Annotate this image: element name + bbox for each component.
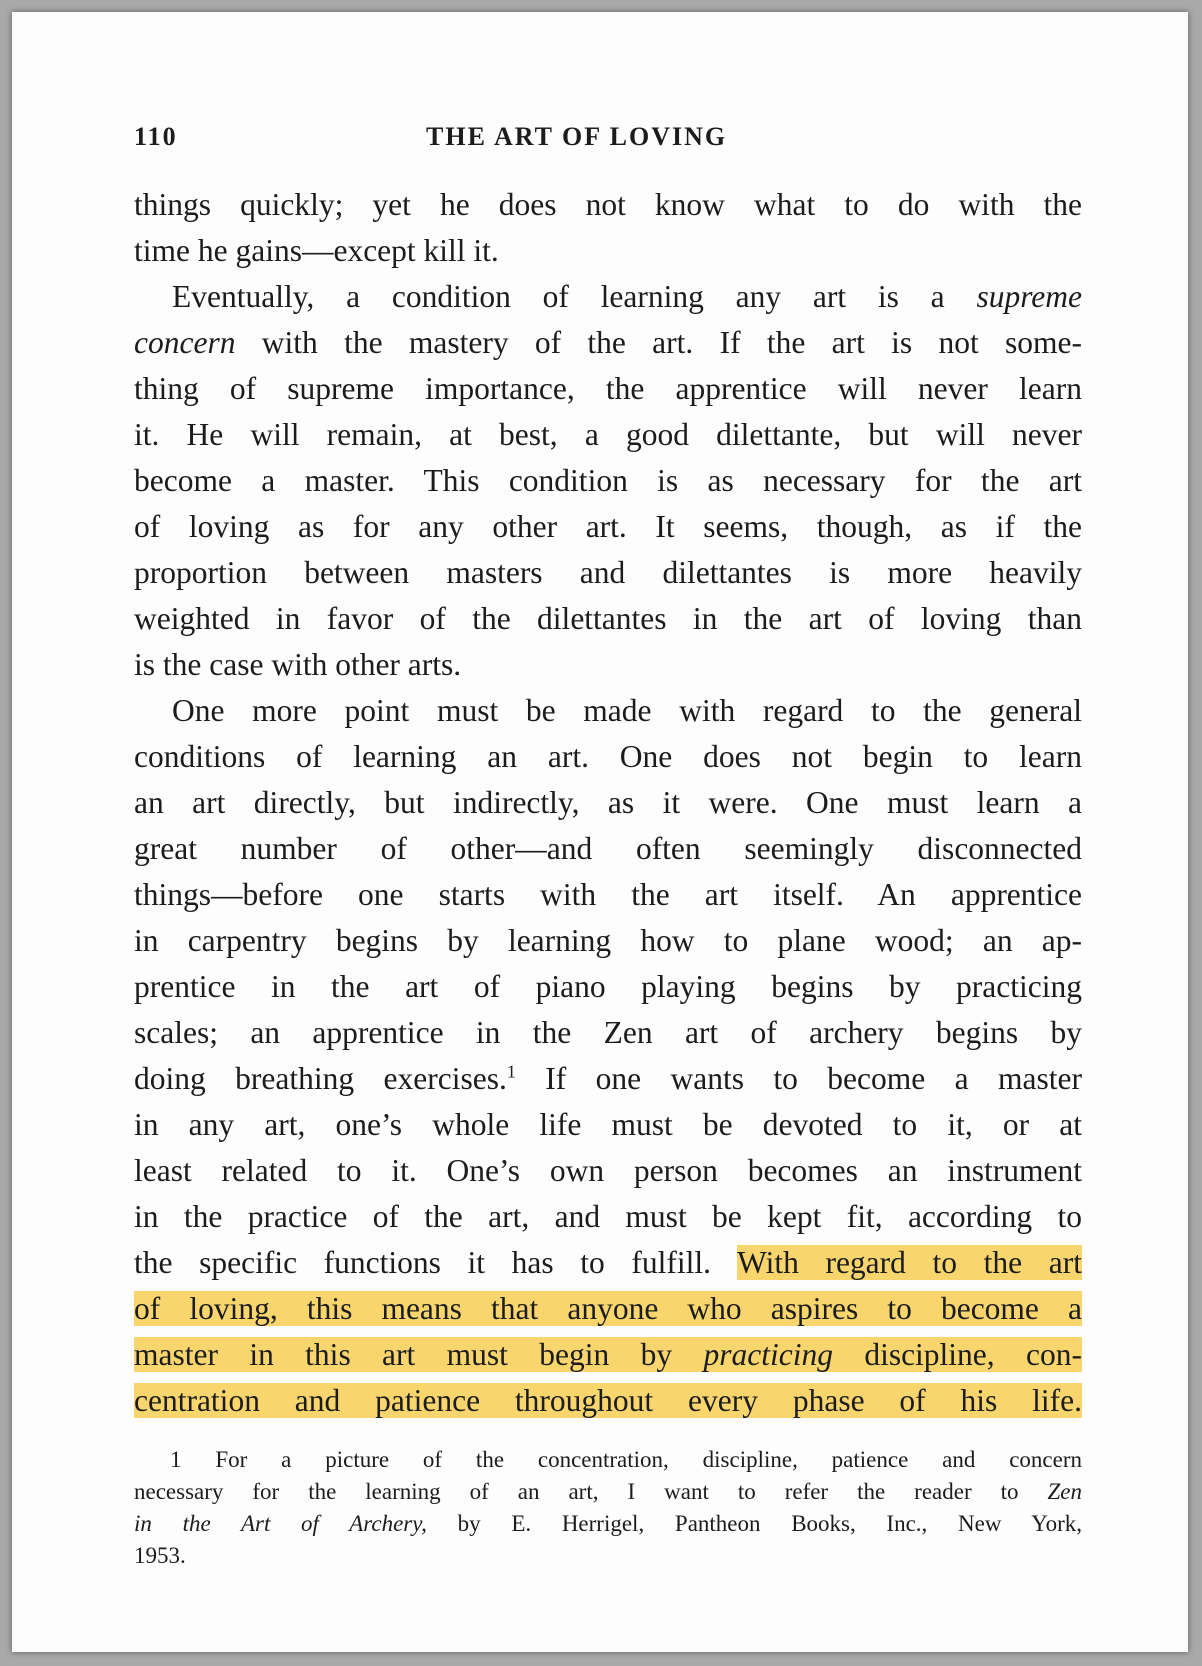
highlighted-text[interactable]: [134, 1337, 1082, 1372]
body-text: [134, 182, 1082, 1424]
text-line: scales; an apprentice in the Zen art of archery begins by: [134, 1015, 1082, 1050]
italic-text: in the Art of Archery,: [134, 1511, 427, 1536]
text-line: it. He will remain, at best, a good dilettante, but will never: [134, 417, 1082, 452]
text-line: One more point must be made with regard to the general: [172, 693, 1082, 728]
text-span: For a picture of the concentration, discipline, patience and concern: [181, 1447, 1082, 1472]
highlighted-text[interactable]: With regard to the art: [737, 1245, 1082, 1280]
text-span: Eventually, a condition of learning any art is a: [172, 279, 945, 314]
page-header: [134, 122, 1082, 162]
text-line: in carpentry begins by learning how to plane wood; an ap-: [134, 923, 1082, 958]
text-line: [134, 1240, 1082, 1286]
text-line: of loving as for any other art. It seems, though, as if the: [134, 509, 1082, 544]
italic-text: Zen: [1047, 1479, 1082, 1504]
text-line: [134, 1056, 1082, 1102]
text-line: is the case with other arts.: [134, 647, 462, 682]
text-line: weighted in favor of the dilettantes in the art of loving than: [134, 601, 1082, 636]
book-page: [12, 12, 1188, 1652]
footnote-line: 1953.: [134, 1543, 186, 1568]
text-line: [134, 320, 1082, 366]
footnote-line: [134, 1508, 1082, 1540]
highlighted-text[interactable]: centration and patience throughout every phase of his life.: [134, 1383, 1082, 1418]
text-line: an art directly, but indirectly, as it were. One must learn a: [134, 785, 1082, 820]
italic-text: concern: [134, 325, 236, 360]
text-line: conditions of learning an art. One does not begin to learn: [134, 739, 1082, 774]
text-line: thing of supreme importance, the apprentice will never learn: [134, 371, 1082, 406]
footnote-marker: 1: [170, 1447, 182, 1472]
footnote: [134, 1444, 1082, 1572]
text-line: least related to it. One’s own person becomes an instrument: [134, 1153, 1082, 1188]
text-span: with the mastery of the art. If the art is not some-: [261, 325, 1083, 360]
text-line: proportion between masters and dilettantes is more heavily: [134, 555, 1082, 590]
text-span: the specific functions it has to fulfill.: [134, 1245, 738, 1280]
text-span: master in this art must begin by: [134, 1337, 704, 1372]
text-span: discipline, con-: [832, 1337, 1082, 1372]
text-line: [134, 1286, 1082, 1332]
text-line: prentice in the art of piano playing begins by practicing: [134, 969, 1082, 1004]
text-line: [134, 1332, 1082, 1378]
italic-text: practicing: [703, 1337, 833, 1372]
footnote-line: [134, 1444, 1082, 1476]
italic-text: supreme: [976, 279, 1082, 314]
text-line: great number of other—and often seemingly disconnected: [134, 831, 1082, 866]
text-line: [134, 1378, 1082, 1424]
text-line: things—before one starts with the art itself. An apprentice: [134, 877, 1082, 912]
text-line: time he gains—except kill it.: [134, 233, 499, 268]
page-number: 110: [134, 122, 178, 151]
text-span: by E. Herrigel, Pantheon Books, Inc., New York,: [426, 1511, 1082, 1536]
text-span: necessary for the learning of an art, I want to refer the reader to: [134, 1479, 1048, 1504]
footnote-line: [134, 1476, 1082, 1508]
text-line: in the practice of the art, and must be kept fit, according to: [134, 1199, 1082, 1234]
text-line: in any art, one’s whole life must be devoted to it, or at: [134, 1107, 1082, 1142]
text-line: [134, 274, 1082, 320]
highlighted-text[interactable]: of loving, this means that anyone who aspires to become a: [134, 1291, 1082, 1326]
text-span: doing breathing exercises.: [134, 1061, 507, 1096]
running-head: THE ART OF LOVING: [426, 122, 728, 151]
text-span: If one wants to become a master: [515, 1061, 1083, 1096]
footnote-reference[interactable]: 1: [506, 1061, 516, 1082]
text-line: things quickly; yet he does not know what to do with the: [134, 187, 1082, 222]
text-line: become a master. This condition is as necessary for the art: [134, 463, 1082, 498]
